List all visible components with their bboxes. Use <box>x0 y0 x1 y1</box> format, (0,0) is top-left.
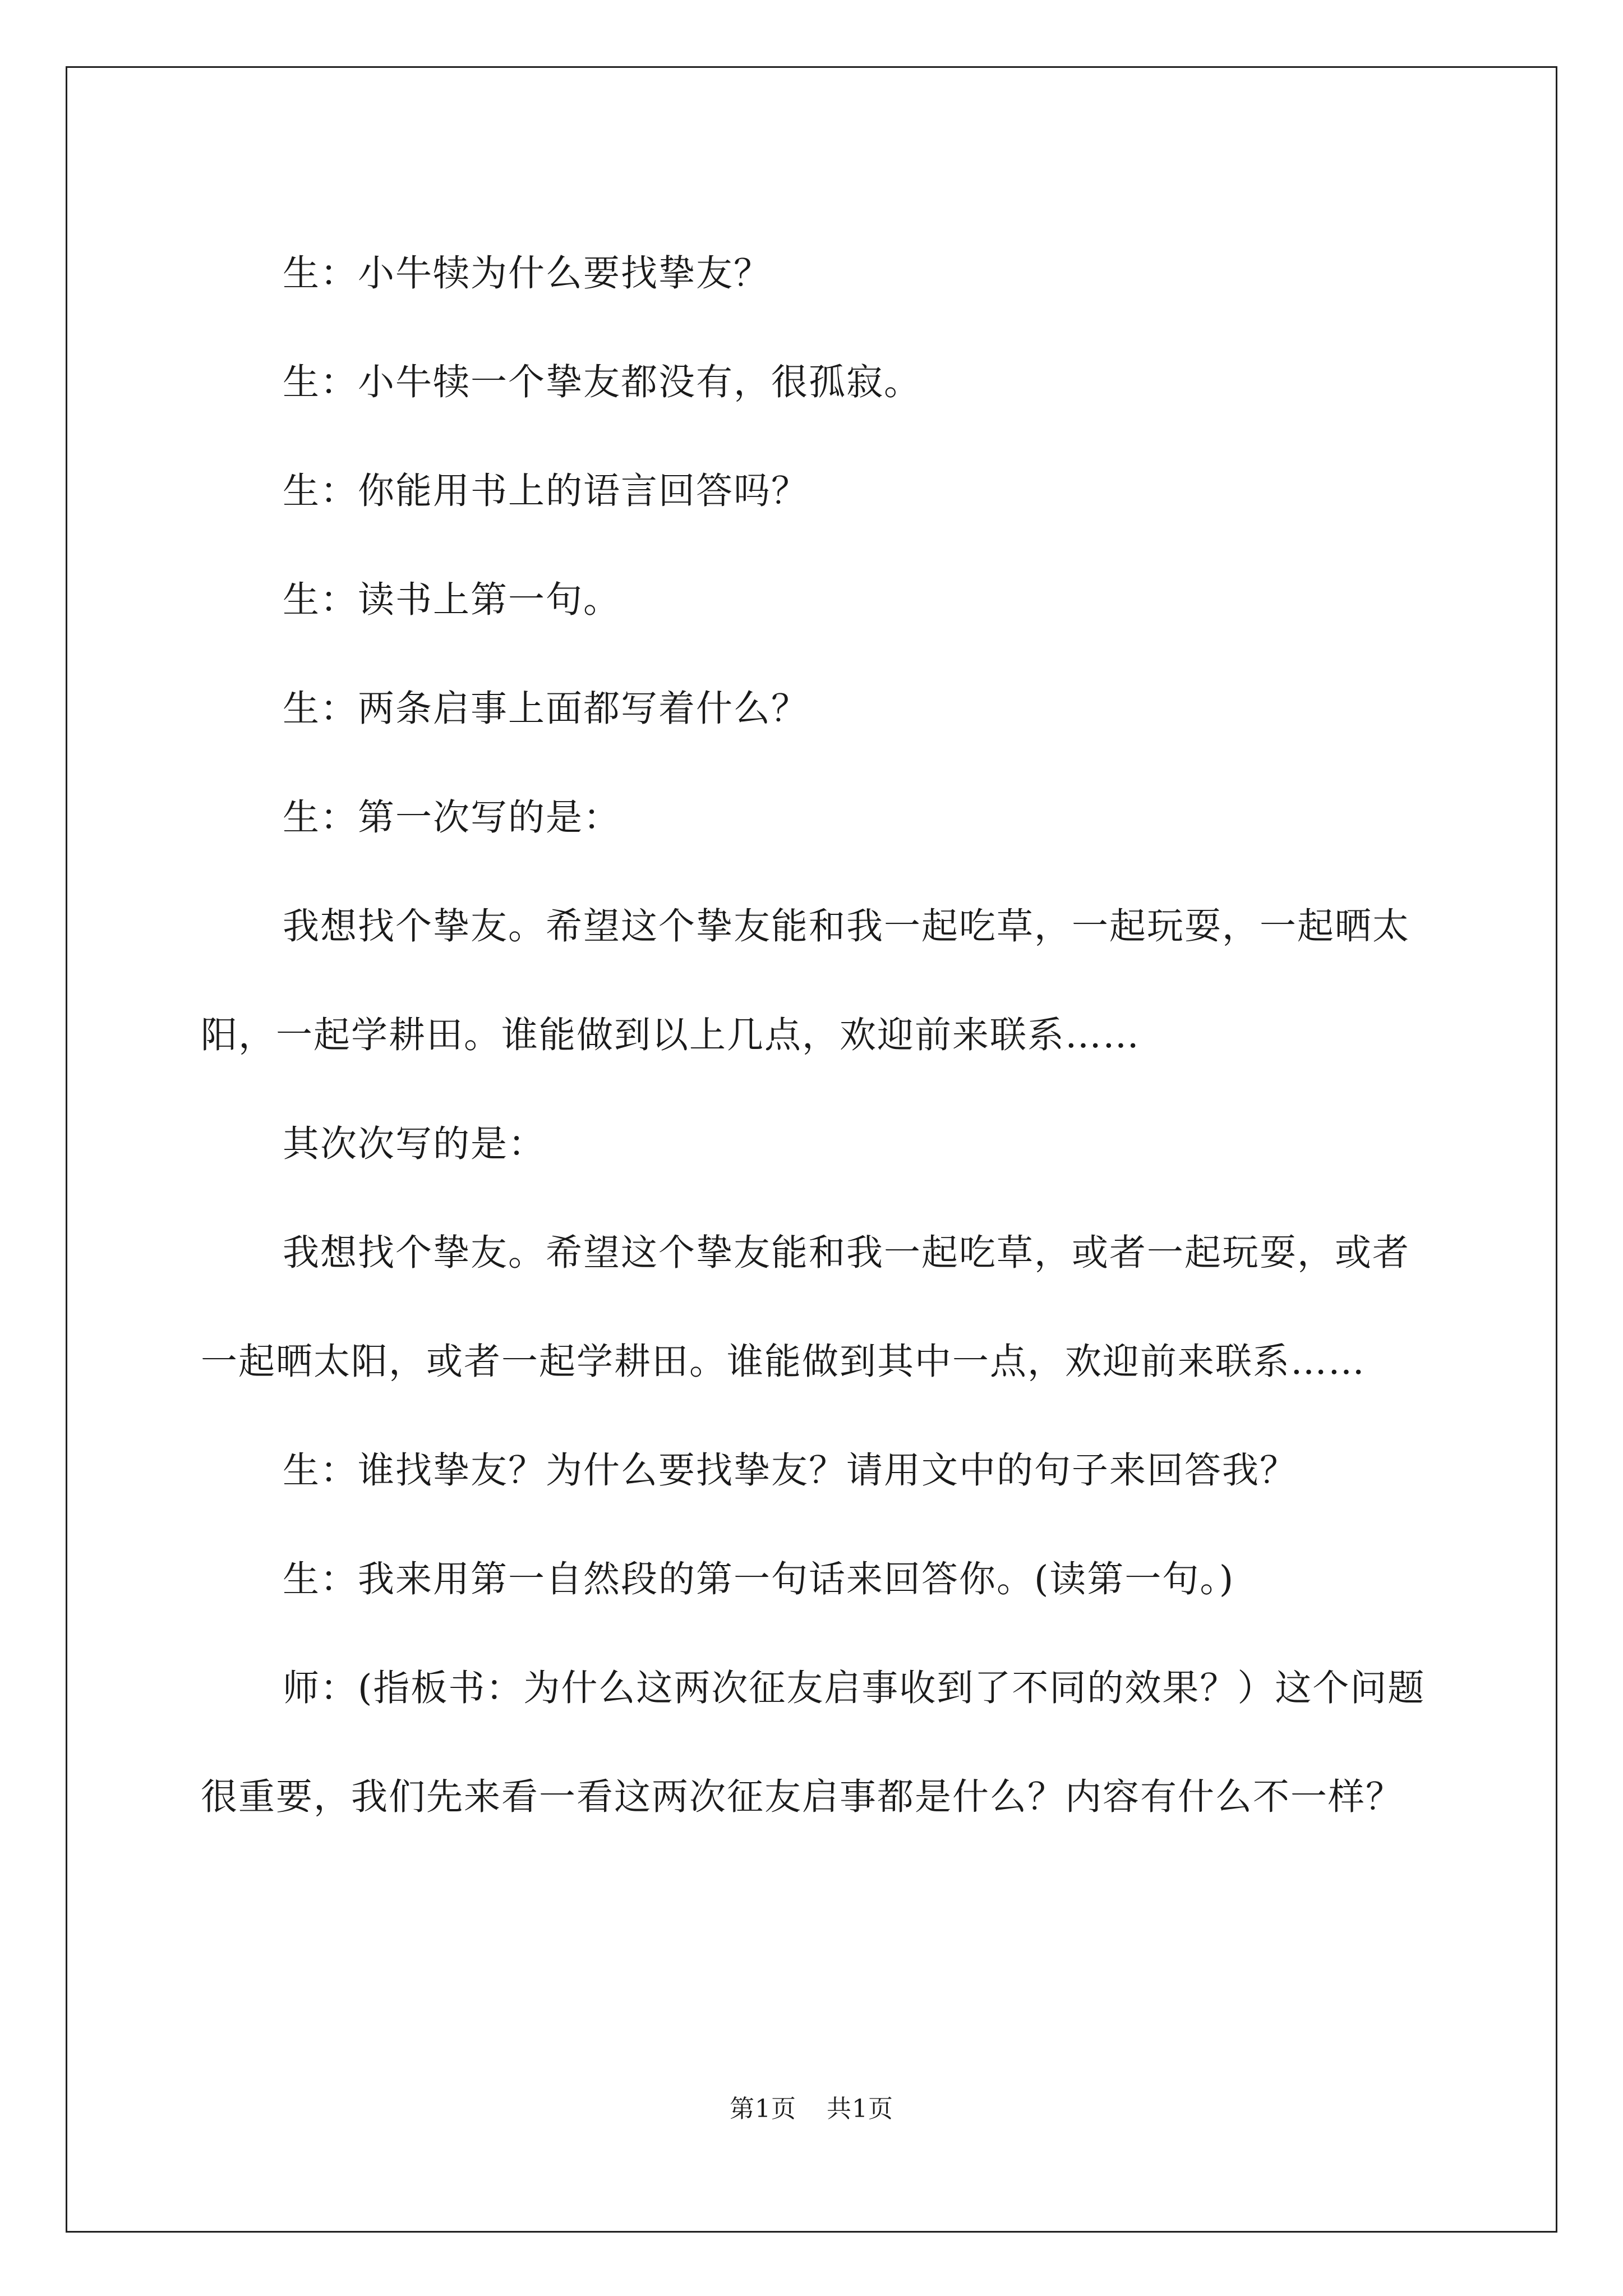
paragraph-7: 我想找个挚友。希望这个挚友能和我一起吃草，一起玩耍，一起晒太阳，一起学耕田。谁能做到以上几点，欢迎前来联系…… <box>201 905 1410 1056</box>
paragraph-3: 生：你能用书上的语言回答吗？ <box>283 470 809 512</box>
page-number: 第1页 <box>730 2095 796 2123</box>
paragraph-9: 我想找个挚友。希望这个挚友能和我一起吃草，或者一起玩耍，或者一起晒太阳，或者一起学耕田。谁能做到其中一点，欢迎前来联系…… <box>201 1232 1410 1383</box>
paragraph-1: 生：小牛犊为什么要找挚友？ <box>283 252 772 295</box>
paragraph-8: 其次次写的是： <box>283 1123 546 1165</box>
paragraph-12: 师：(指板书：为什么这两次征友启事收到了不同的效果？）这个问题很重要，我们先来看一看这两次征友启事都是什么？内容有什么不一样？ <box>201 1667 1426 1818</box>
document-body <box>201 219 1438 1852</box>
paragraph-11: 生：我来用第一自然段的第一句话来回答你。(读第一句。) <box>283 1558 1235 1600</box>
paragraph-4: 生：读书上第一句。 <box>283 579 621 621</box>
page-footer <box>0 2092 1623 2126</box>
paragraph-5: 生：两条启事上面都写着什么？ <box>283 688 809 730</box>
paragraph-2: 生：小牛犊一个挚友都没有，很孤寂。 <box>283 361 922 403</box>
paragraph-10: 生：谁找挚友？为什么要找挚友？请用文中的句子来回答我？ <box>283 1450 1298 1492</box>
paragraph-6: 生：第一次写的是： <box>283 797 621 839</box>
page-total: 共1页 <box>827 2095 893 2123</box>
